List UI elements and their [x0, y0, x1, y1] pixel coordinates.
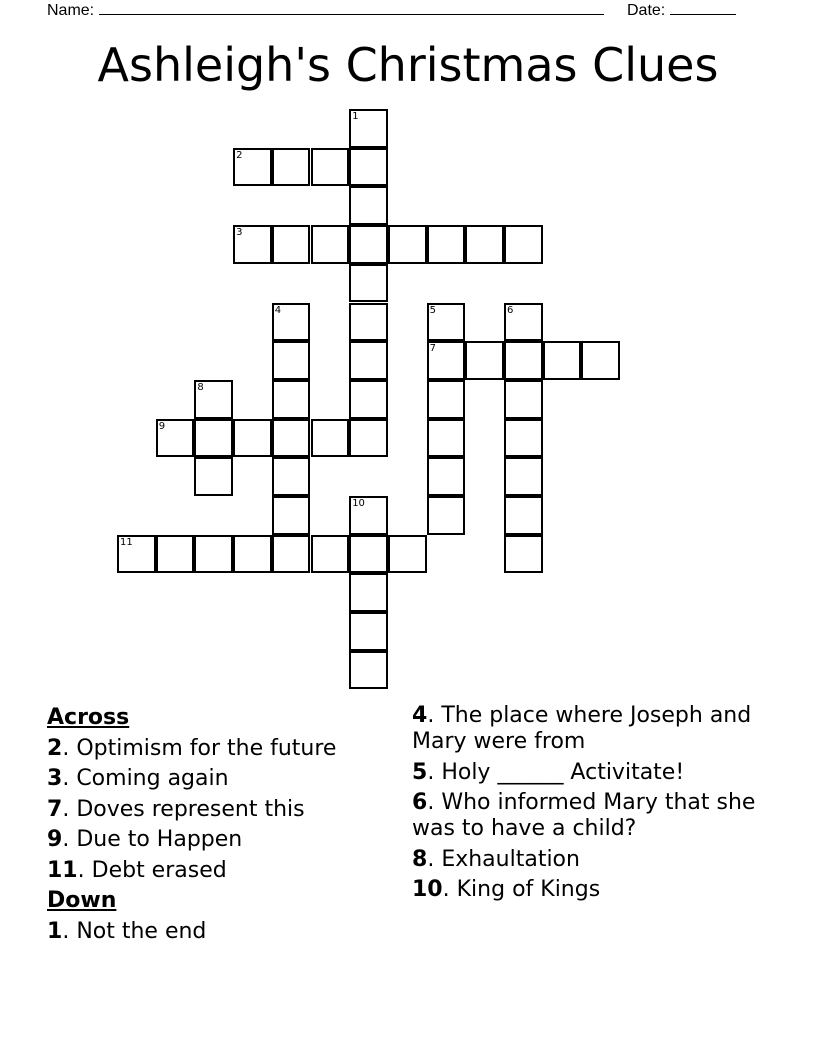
- name-label: Name:: [47, 2, 95, 19]
- clue-text: Doves represent this: [76, 796, 305, 822]
- clue-item: 3. Coming again: [47, 766, 229, 791]
- page-title: Ashleigh's Christmas Clues: [97, 38, 719, 92]
- clue-number: 6: [412, 790, 428, 815]
- cell-number: 11: [120, 536, 133, 548]
- cell-number: 5: [429, 304, 436, 316]
- down-heading: Down: [47, 888, 117, 913]
- grid-cell[interactable]: [349, 573, 388, 612]
- name-field[interactable]: [47, 0, 604, 20]
- grid-cell[interactable]: [349, 264, 388, 303]
- clue-item: 8. Exhaultation: [412, 846, 580, 872]
- grid-cell[interactable]: [272, 496, 311, 535]
- clue-number: 2: [47, 735, 63, 761]
- grid-cell[interactable]: [504, 225, 543, 264]
- grid-cell[interactable]: [465, 225, 504, 264]
- clue-item: 5. Holy ______ Activitate!: [412, 759, 685, 785]
- cell-number: 8: [197, 381, 204, 393]
- grid-cell[interactable]: [465, 341, 504, 380]
- grid-cell[interactable]: [427, 419, 466, 458]
- grid-cell[interactable]: [349, 109, 388, 148]
- grid-cell[interactable]: [272, 225, 311, 264]
- grid-cell[interactable]: [194, 419, 233, 458]
- clue-text: Debt erased: [91, 857, 227, 883]
- grid-cell[interactable]: [194, 535, 233, 574]
- cell-number: 6: [507, 304, 514, 316]
- name-line[interactable]: [99, 0, 604, 15]
- clue-number: 10: [412, 877, 443, 902]
- cell-number: 7: [429, 343, 436, 355]
- date-field[interactable]: [627, 0, 736, 20]
- clue-text: Optimism for the future: [76, 735, 337, 761]
- clue-item: 11. Debt erased: [47, 857, 227, 883]
- grid-cell[interactable]: [349, 303, 388, 342]
- clue-item: 4. The place where Joseph and Mary were from: [412, 703, 752, 754]
- date-line[interactable]: [670, 0, 736, 15]
- clue-text: King of Kings: [456, 877, 601, 902]
- grid-cell[interactable]: [504, 535, 543, 574]
- grid-cell[interactable]: [194, 380, 233, 419]
- clue-item: 1. Not the end: [47, 918, 207, 944]
- grid-cell[interactable]: [272, 419, 311, 458]
- grid-cell[interactable]: [156, 419, 195, 458]
- grid-cell[interactable]: [194, 457, 233, 496]
- grid-cell[interactable]: [156, 535, 195, 574]
- clue-text: Not the end: [76, 918, 207, 944]
- grid-cell[interactable]: [349, 496, 388, 535]
- cell-number: 1: [352, 111, 359, 122]
- clues-column-2: [412, 703, 772, 908]
- cell-number: 2: [236, 149, 243, 161]
- clue-text: Holy ______ Activitate!: [441, 759, 685, 785]
- grid-cell[interactable]: [388, 225, 427, 264]
- grid-cell[interactable]: [349, 651, 388, 690]
- clue-number: 9: [47, 827, 63, 852]
- cell-number: 9: [158, 420, 166, 432]
- clue-number: 7: [47, 796, 63, 822]
- across-heading: Across: [47, 705, 130, 730]
- clues-column-1: [47, 703, 336, 947]
- grid-cell[interactable]: [504, 457, 543, 496]
- clue-item: 7. Doves represent this: [47, 796, 305, 822]
- grid-cell[interactable]: [349, 380, 388, 419]
- clue-text: Who informed Mary that she was to have a child?: [412, 790, 756, 841]
- clue-number: 8: [412, 846, 428, 872]
- grid-cell[interactable]: [349, 612, 388, 651]
- grid-cell[interactable]: [349, 225, 388, 264]
- clue-text: Coming again: [76, 766, 229, 791]
- clue-number: 3: [47, 766, 63, 791]
- clue-text: The place where Joseph and Mary were from: [412, 703, 752, 754]
- cell-number: 4: [274, 304, 282, 316]
- grid-cell[interactable]: [272, 380, 311, 419]
- grid-cell[interactable]: [272, 148, 311, 187]
- date-label: Date:: [627, 2, 666, 19]
- grid-cell[interactable]: [272, 457, 311, 496]
- grid-cell[interactable]: [233, 419, 272, 458]
- clue-number: 11: [47, 857, 78, 883]
- grid-cell[interactable]: [349, 341, 388, 380]
- grid-cell[interactable]: [427, 457, 466, 496]
- clue-item: 6. Who informed Mary that she was to have a child?: [412, 790, 756, 841]
- grid-cell[interactable]: [581, 341, 620, 380]
- clue-text: Exhaultation: [441, 846, 580, 872]
- grid-cell[interactable]: [233, 148, 272, 187]
- clue-number: 1: [47, 918, 63, 944]
- grid-cell[interactable]: [427, 341, 466, 380]
- grid-cell[interactable]: [504, 496, 543, 535]
- grid-cell[interactable]: [349, 186, 388, 225]
- grid-cell[interactable]: [311, 225, 350, 264]
- clue-item: 9. Due to Happen: [47, 827, 243, 852]
- grid-cell[interactable]: [117, 535, 156, 574]
- grid-cell[interactable]: [311, 535, 350, 574]
- cell-number: 10: [352, 498, 365, 509]
- clue-item: 2. Optimism for the future: [47, 735, 337, 761]
- grid-cell[interactable]: [504, 303, 543, 342]
- grid-cell[interactable]: [311, 419, 350, 458]
- grid-cell[interactable]: [504, 380, 543, 419]
- grid-cell[interactable]: [349, 535, 388, 574]
- grid-cell[interactable]: [272, 341, 311, 380]
- grid-cell[interactable]: [233, 225, 272, 264]
- grid-cell[interactable]: [349, 148, 388, 187]
- grid-cell[interactable]: [311, 148, 350, 187]
- grid-cell[interactable]: [272, 535, 311, 574]
- grid-cell[interactable]: [233, 535, 272, 574]
- clue-number: 5: [412, 759, 428, 785]
- grid-cell[interactable]: [543, 341, 582, 380]
- grid-cell[interactable]: [349, 419, 388, 458]
- grid-cell[interactable]: [272, 303, 311, 342]
- grid-cell[interactable]: [504, 341, 543, 380]
- cell-number: 3: [236, 227, 243, 239]
- grid-cell[interactable]: [388, 535, 427, 574]
- clue-item: 10. King of Kings: [412, 877, 601, 902]
- grid-cell[interactable]: [504, 419, 543, 458]
- grid-cell[interactable]: [427, 225, 466, 264]
- clue-text: Due to Happen: [76, 827, 243, 852]
- grid-cell[interactable]: [427, 496, 466, 535]
- clue-number: 4: [412, 703, 428, 728]
- grid-cell[interactable]: [427, 380, 466, 419]
- grid-cell[interactable]: [427, 303, 466, 342]
